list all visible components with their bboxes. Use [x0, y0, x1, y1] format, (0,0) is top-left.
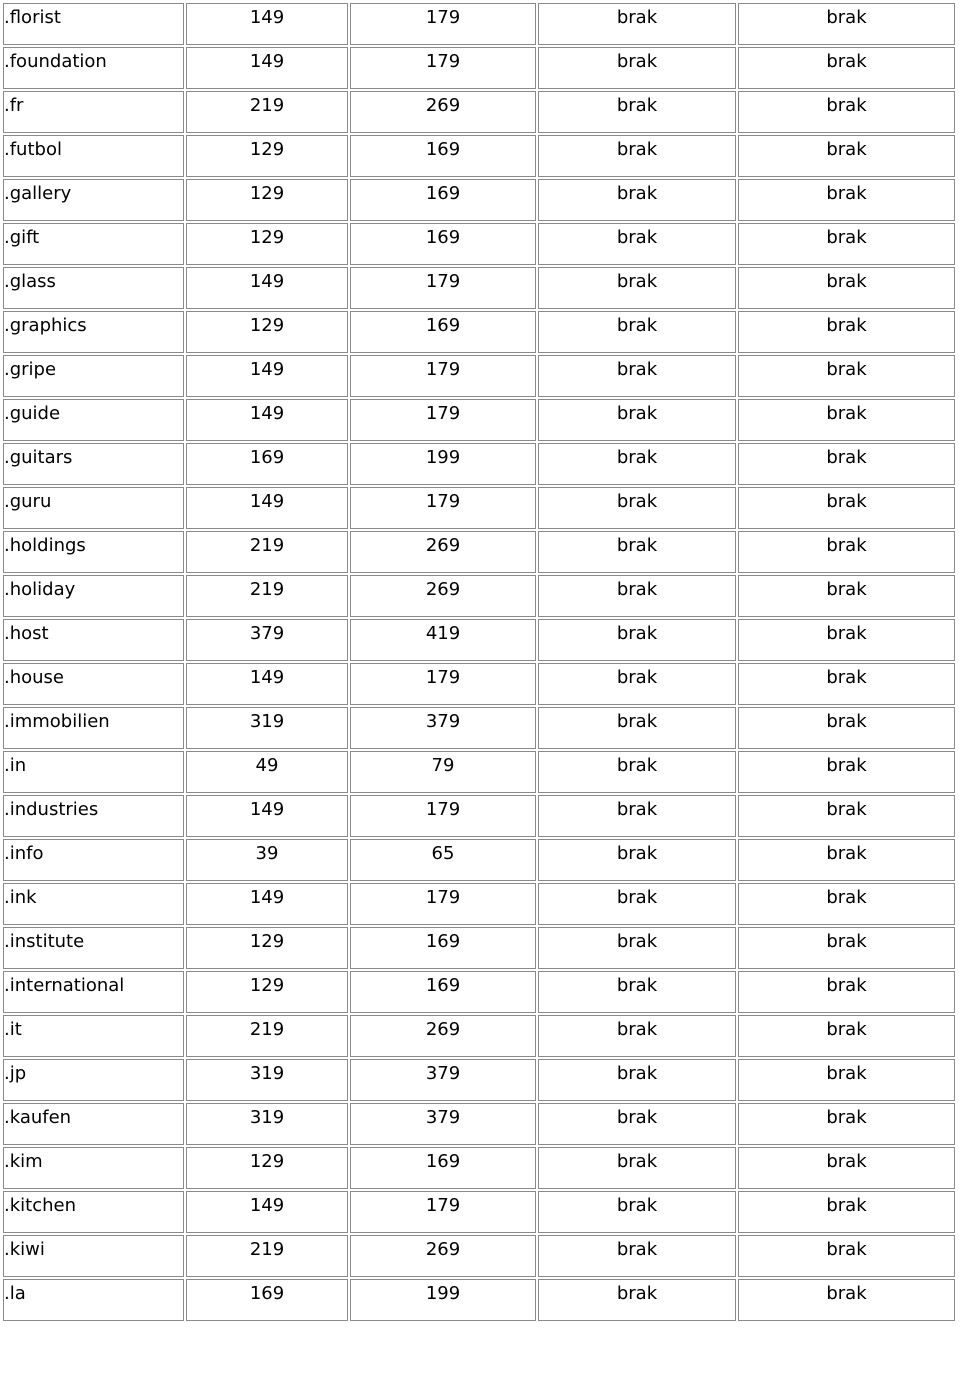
price-1-cell: 219	[186, 1015, 348, 1057]
status-4-cell: brak	[738, 1147, 955, 1189]
table-row	[3, 1059, 955, 1101]
table-row	[3, 135, 955, 177]
tld-cell: .kiwi	[3, 1235, 184, 1277]
tld-cell: .guide	[3, 399, 184, 441]
status-4-cell: brak	[738, 839, 955, 881]
tld-cell: .fr	[3, 91, 184, 133]
price-1-cell: 169	[186, 1279, 348, 1321]
price-1-cell: 319	[186, 1103, 348, 1145]
table-row	[3, 1279, 955, 1321]
price-1-cell: 149	[186, 3, 348, 45]
price-2-cell: 179	[350, 883, 536, 925]
table-row	[3, 91, 955, 133]
table-row	[3, 751, 955, 793]
status-3-cell: brak	[538, 91, 736, 133]
status-4-cell: brak	[738, 619, 955, 661]
tld-cell: .guru	[3, 487, 184, 529]
tld-cell: .gripe	[3, 355, 184, 397]
status-3-cell: brak	[538, 1191, 736, 1233]
status-3-cell: brak	[538, 1059, 736, 1101]
status-4-cell: brak	[738, 223, 955, 265]
table-row	[3, 443, 955, 485]
status-4-cell: brak	[738, 575, 955, 617]
table-row	[3, 663, 955, 705]
tld-cell: .house	[3, 663, 184, 705]
status-3-cell: brak	[538, 487, 736, 529]
tld-cell: .holiday	[3, 575, 184, 617]
tld-cell: .glass	[3, 267, 184, 309]
price-1-cell: 319	[186, 1059, 348, 1101]
price-2-cell: 169	[350, 135, 536, 177]
status-4-cell: brak	[738, 311, 955, 353]
tld-cell: .gift	[3, 223, 184, 265]
price-2-cell: 199	[350, 1279, 536, 1321]
tld-cell: .kim	[3, 1147, 184, 1189]
status-4-cell: brak	[738, 1279, 955, 1321]
table-row	[3, 311, 955, 353]
status-3-cell: brak	[538, 751, 736, 793]
status-4-cell: brak	[738, 487, 955, 529]
table-row	[3, 179, 955, 221]
price-1-cell: 129	[186, 135, 348, 177]
table-row	[3, 839, 955, 881]
status-4-cell: brak	[738, 1235, 955, 1277]
status-4-cell: brak	[738, 267, 955, 309]
price-1-cell: 219	[186, 1235, 348, 1277]
tld-cell: .international	[3, 971, 184, 1013]
price-2-cell: 179	[350, 3, 536, 45]
table-row	[3, 927, 955, 969]
price-2-cell: 169	[350, 311, 536, 353]
status-3-cell: brak	[538, 443, 736, 485]
price-2-cell: 269	[350, 531, 536, 573]
tld-cell: .institute	[3, 927, 184, 969]
price-1-cell: 129	[186, 223, 348, 265]
tld-cell: .guitars	[3, 443, 184, 485]
status-3-cell: brak	[538, 663, 736, 705]
price-1-cell: 219	[186, 91, 348, 133]
price-2-cell: 169	[350, 1147, 536, 1189]
table-row	[3, 575, 955, 617]
table-row	[3, 1147, 955, 1189]
price-1-cell: 149	[186, 1191, 348, 1233]
tld-cell: .in	[3, 751, 184, 793]
status-4-cell: brak	[738, 795, 955, 837]
tld-cell: .info	[3, 839, 184, 881]
price-1-cell: 319	[186, 707, 348, 749]
table-row	[3, 707, 955, 749]
status-4-cell: brak	[738, 927, 955, 969]
tld-cell: .futbol	[3, 135, 184, 177]
status-4-cell: brak	[738, 3, 955, 45]
status-4-cell: brak	[738, 1191, 955, 1233]
status-4-cell: brak	[738, 1059, 955, 1101]
status-3-cell: brak	[538, 839, 736, 881]
price-2-cell: 65	[350, 839, 536, 881]
price-2-cell: 269	[350, 1015, 536, 1057]
price-1-cell: 219	[186, 575, 348, 617]
tld-cell: .holdings	[3, 531, 184, 573]
price-2-cell: 169	[350, 971, 536, 1013]
price-2-cell: 419	[350, 619, 536, 661]
price-2-cell: 79	[350, 751, 536, 793]
price-2-cell: 169	[350, 179, 536, 221]
status-3-cell: brak	[538, 1279, 736, 1321]
price-1-cell: 149	[186, 47, 348, 89]
status-3-cell: brak	[538, 3, 736, 45]
price-2-cell: 269	[350, 575, 536, 617]
status-4-cell: brak	[738, 531, 955, 573]
price-1-cell: 39	[186, 839, 348, 881]
table-row	[3, 267, 955, 309]
status-4-cell: brak	[738, 751, 955, 793]
status-4-cell: brak	[738, 663, 955, 705]
price-2-cell: 179	[350, 399, 536, 441]
table-row	[3, 619, 955, 661]
status-3-cell: brak	[538, 575, 736, 617]
table-row	[3, 223, 955, 265]
price-2-cell: 379	[350, 707, 536, 749]
status-4-cell: brak	[738, 707, 955, 749]
status-4-cell: brak	[738, 443, 955, 485]
tld-cell: .kaufen	[3, 1103, 184, 1145]
price-2-cell: 199	[350, 443, 536, 485]
price-1-cell: 129	[186, 1147, 348, 1189]
table-row	[3, 399, 955, 441]
price-1-cell: 129	[186, 179, 348, 221]
tld-cell: .la	[3, 1279, 184, 1321]
status-4-cell: brak	[738, 399, 955, 441]
price-2-cell: 269	[350, 1235, 536, 1277]
table-row	[3, 971, 955, 1013]
status-3-cell: brak	[538, 355, 736, 397]
table-row	[3, 1191, 955, 1233]
tld-cell: .industries	[3, 795, 184, 837]
price-2-cell: 379	[350, 1103, 536, 1145]
table-row	[3, 795, 955, 837]
status-3-cell: brak	[538, 399, 736, 441]
status-3-cell: brak	[538, 1015, 736, 1057]
tld-cell: .it	[3, 1015, 184, 1057]
status-3-cell: brak	[538, 707, 736, 749]
table-body	[3, 3, 955, 1321]
status-4-cell: brak	[738, 355, 955, 397]
status-3-cell: brak	[538, 619, 736, 661]
table-row	[3, 355, 955, 397]
price-1-cell: 129	[186, 927, 348, 969]
table-row	[3, 1235, 955, 1277]
price-1-cell: 149	[186, 795, 348, 837]
price-1-cell: 379	[186, 619, 348, 661]
status-4-cell: brak	[738, 179, 955, 221]
status-3-cell: brak	[538, 927, 736, 969]
table-row	[3, 883, 955, 925]
tld-cell: .immobilien	[3, 707, 184, 749]
price-2-cell: 179	[350, 487, 536, 529]
price-2-cell: 179	[350, 267, 536, 309]
status-3-cell: brak	[538, 135, 736, 177]
table-row	[3, 1103, 955, 1145]
price-2-cell: 169	[350, 223, 536, 265]
price-1-cell: 219	[186, 531, 348, 573]
tld-cell: .florist	[3, 3, 184, 45]
status-4-cell: brak	[738, 91, 955, 133]
status-4-cell: brak	[738, 135, 955, 177]
table-row	[3, 531, 955, 573]
table-row	[3, 3, 955, 45]
status-3-cell: brak	[538, 971, 736, 1013]
status-3-cell: brak	[538, 1235, 736, 1277]
tld-cell: .host	[3, 619, 184, 661]
price-1-cell: 149	[186, 663, 348, 705]
status-4-cell: brak	[738, 883, 955, 925]
status-3-cell: brak	[538, 267, 736, 309]
price-1-cell: 169	[186, 443, 348, 485]
status-3-cell: brak	[538, 883, 736, 925]
price-2-cell: 169	[350, 927, 536, 969]
tld-cell: .ink	[3, 883, 184, 925]
price-2-cell: 179	[350, 795, 536, 837]
tld-cell: .kitchen	[3, 1191, 184, 1233]
price-2-cell: 179	[350, 1191, 536, 1233]
table-row	[3, 1015, 955, 1057]
price-1-cell: 149	[186, 399, 348, 441]
status-3-cell: brak	[538, 47, 736, 89]
tld-cell: .graphics	[3, 311, 184, 353]
status-3-cell: brak	[538, 223, 736, 265]
status-3-cell: brak	[538, 795, 736, 837]
status-4-cell: brak	[738, 47, 955, 89]
price-2-cell: 269	[350, 91, 536, 133]
status-4-cell: brak	[738, 1103, 955, 1145]
price-1-cell: 129	[186, 311, 348, 353]
status-3-cell: brak	[538, 531, 736, 573]
price-2-cell: 179	[350, 355, 536, 397]
status-4-cell: brak	[738, 971, 955, 1013]
table-row	[3, 47, 955, 89]
status-4-cell: brak	[738, 1015, 955, 1057]
price-1-cell: 149	[186, 267, 348, 309]
price-1-cell: 49	[186, 751, 348, 793]
status-3-cell: brak	[538, 1147, 736, 1189]
domain-price-table	[1, 1, 957, 1323]
price-2-cell: 179	[350, 663, 536, 705]
status-3-cell: brak	[538, 311, 736, 353]
table-row	[3, 487, 955, 529]
price-2-cell: 379	[350, 1059, 536, 1101]
status-3-cell: brak	[538, 179, 736, 221]
price-1-cell: 129	[186, 971, 348, 1013]
price-1-cell: 149	[186, 883, 348, 925]
status-3-cell: brak	[538, 1103, 736, 1145]
tld-cell: .jp	[3, 1059, 184, 1101]
tld-cell: .gallery	[3, 179, 184, 221]
tld-cell: .foundation	[3, 47, 184, 89]
price-1-cell: 149	[186, 487, 348, 529]
price-1-cell: 149	[186, 355, 348, 397]
price-2-cell: 179	[350, 47, 536, 89]
